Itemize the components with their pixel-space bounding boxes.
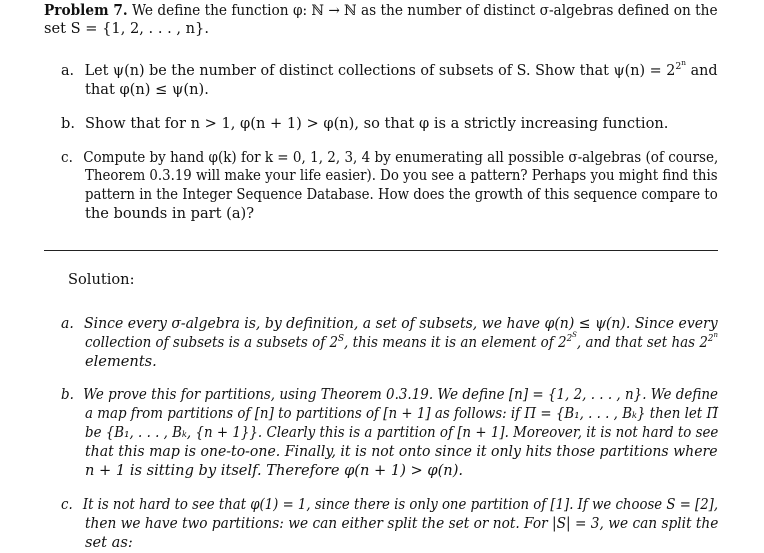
solution-b-line-3: be {B₁, . . . , Bₖ, {n + 1}}. Clearly this is a partition of [n + 1]. Moreover, it is not hard to see <box>85 424 719 441</box>
solution-b-line-5: n + 1 is sitting by itself. Therefore φ(n + 1) > φ(n). <box>85 462 464 479</box>
part-b-text: Show that for n > 1, φ(n + 1) > φ(n), so that φ is a strictly increasing function. <box>85 115 669 132</box>
solution-a-line-1 <box>61 315 718 333</box>
solution-a-line-3: elements. <box>85 353 157 370</box>
solution-a-label: a. <box>61 315 74 332</box>
problem-title: Problem 7. <box>44 2 128 19</box>
part-c-line-3: pattern in the Integer Sequence Database. How does the growth of this sequence compare to <box>85 186 718 203</box>
part-a-line-1 <box>61 58 718 80</box>
part-c-text-1: Compute by hand φ(k) for k = 0, 1, 2, 3, 4 by enumerating all possible σ-algebras (of course, <box>83 149 719 166</box>
part-b-label: b. <box>61 115 75 132</box>
part-a-exponent: 2n <box>675 58 687 72</box>
solution-b-line-1: b. We prove this for partitions, using Theorem 0.3.19. We define [n] = {1, 2, . . . , n}. We define <box>61 386 719 403</box>
part-c-line-1 <box>61 149 718 167</box>
part-c-line-4: the bounds in part (a)? <box>85 205 255 222</box>
solution-b-line-2: a map from partitions of [n] to partitions of [n + 1] as follows: if Π = {B₁, . . . , Bₖ} then let Π̃ <box>85 405 719 422</box>
part-a-text-1: Let ψ(n) be the number of distinct collections of subsets of S. Show that ψ(n) = 2 <box>84 62 676 79</box>
solution-a-line-2: collection of subsets is a subsets of $2^S$, this means it is an element of $2^{2^S}$, and that set has $2^{2^n}$ <box>85 330 718 351</box>
solution-heading: Solution: <box>68 271 135 288</box>
solution-c-label: c. <box>61 496 73 513</box>
part-c-label: c. <box>61 149 73 166</box>
solution-b-line-4: that this map is one-to-one. Finally, it is not onto since it only hits those partitions where <box>85 443 718 460</box>
problem-intro-text: We define the function φ: ℕ → ℕ as the number of distinct σ-algebras defined on the <box>131 2 718 19</box>
part-a-line-2: that φ(n) ≤ ψ(n). <box>85 81 209 98</box>
part-a-tail: and <box>686 62 718 79</box>
part-a-label: a. <box>61 62 75 79</box>
solution-c-line-1: c. It is not hard to see that φ(1) = 1, since there is only one partition of [1]. If we choose S = [2], <box>61 496 719 513</box>
problem-intro-line-2: set S = {1, 2, . . . , n}. <box>44 20 209 37</box>
part-c-line-2: Theorem 0.3.19 will make your life easier). Do you see a pattern? Perhaps you might find this <box>85 167 718 184</box>
solution-a-text-1: Since every σ-algebra is, by definition, a set of subsets, we have φ(n) ≤ ψ(n). Since every <box>84 315 718 332</box>
problem-intro-line-1 <box>44 2 718 20</box>
solution-c-line-3: set as: <box>85 534 133 551</box>
part-b-line-1 <box>61 115 668 133</box>
section-divider <box>44 250 718 251</box>
solution-c-line-2: then we have two partitions: we can either split the set or not. For |S| = 3, we can split the <box>85 515 719 532</box>
solution-b-label: b. <box>61 386 74 403</box>
